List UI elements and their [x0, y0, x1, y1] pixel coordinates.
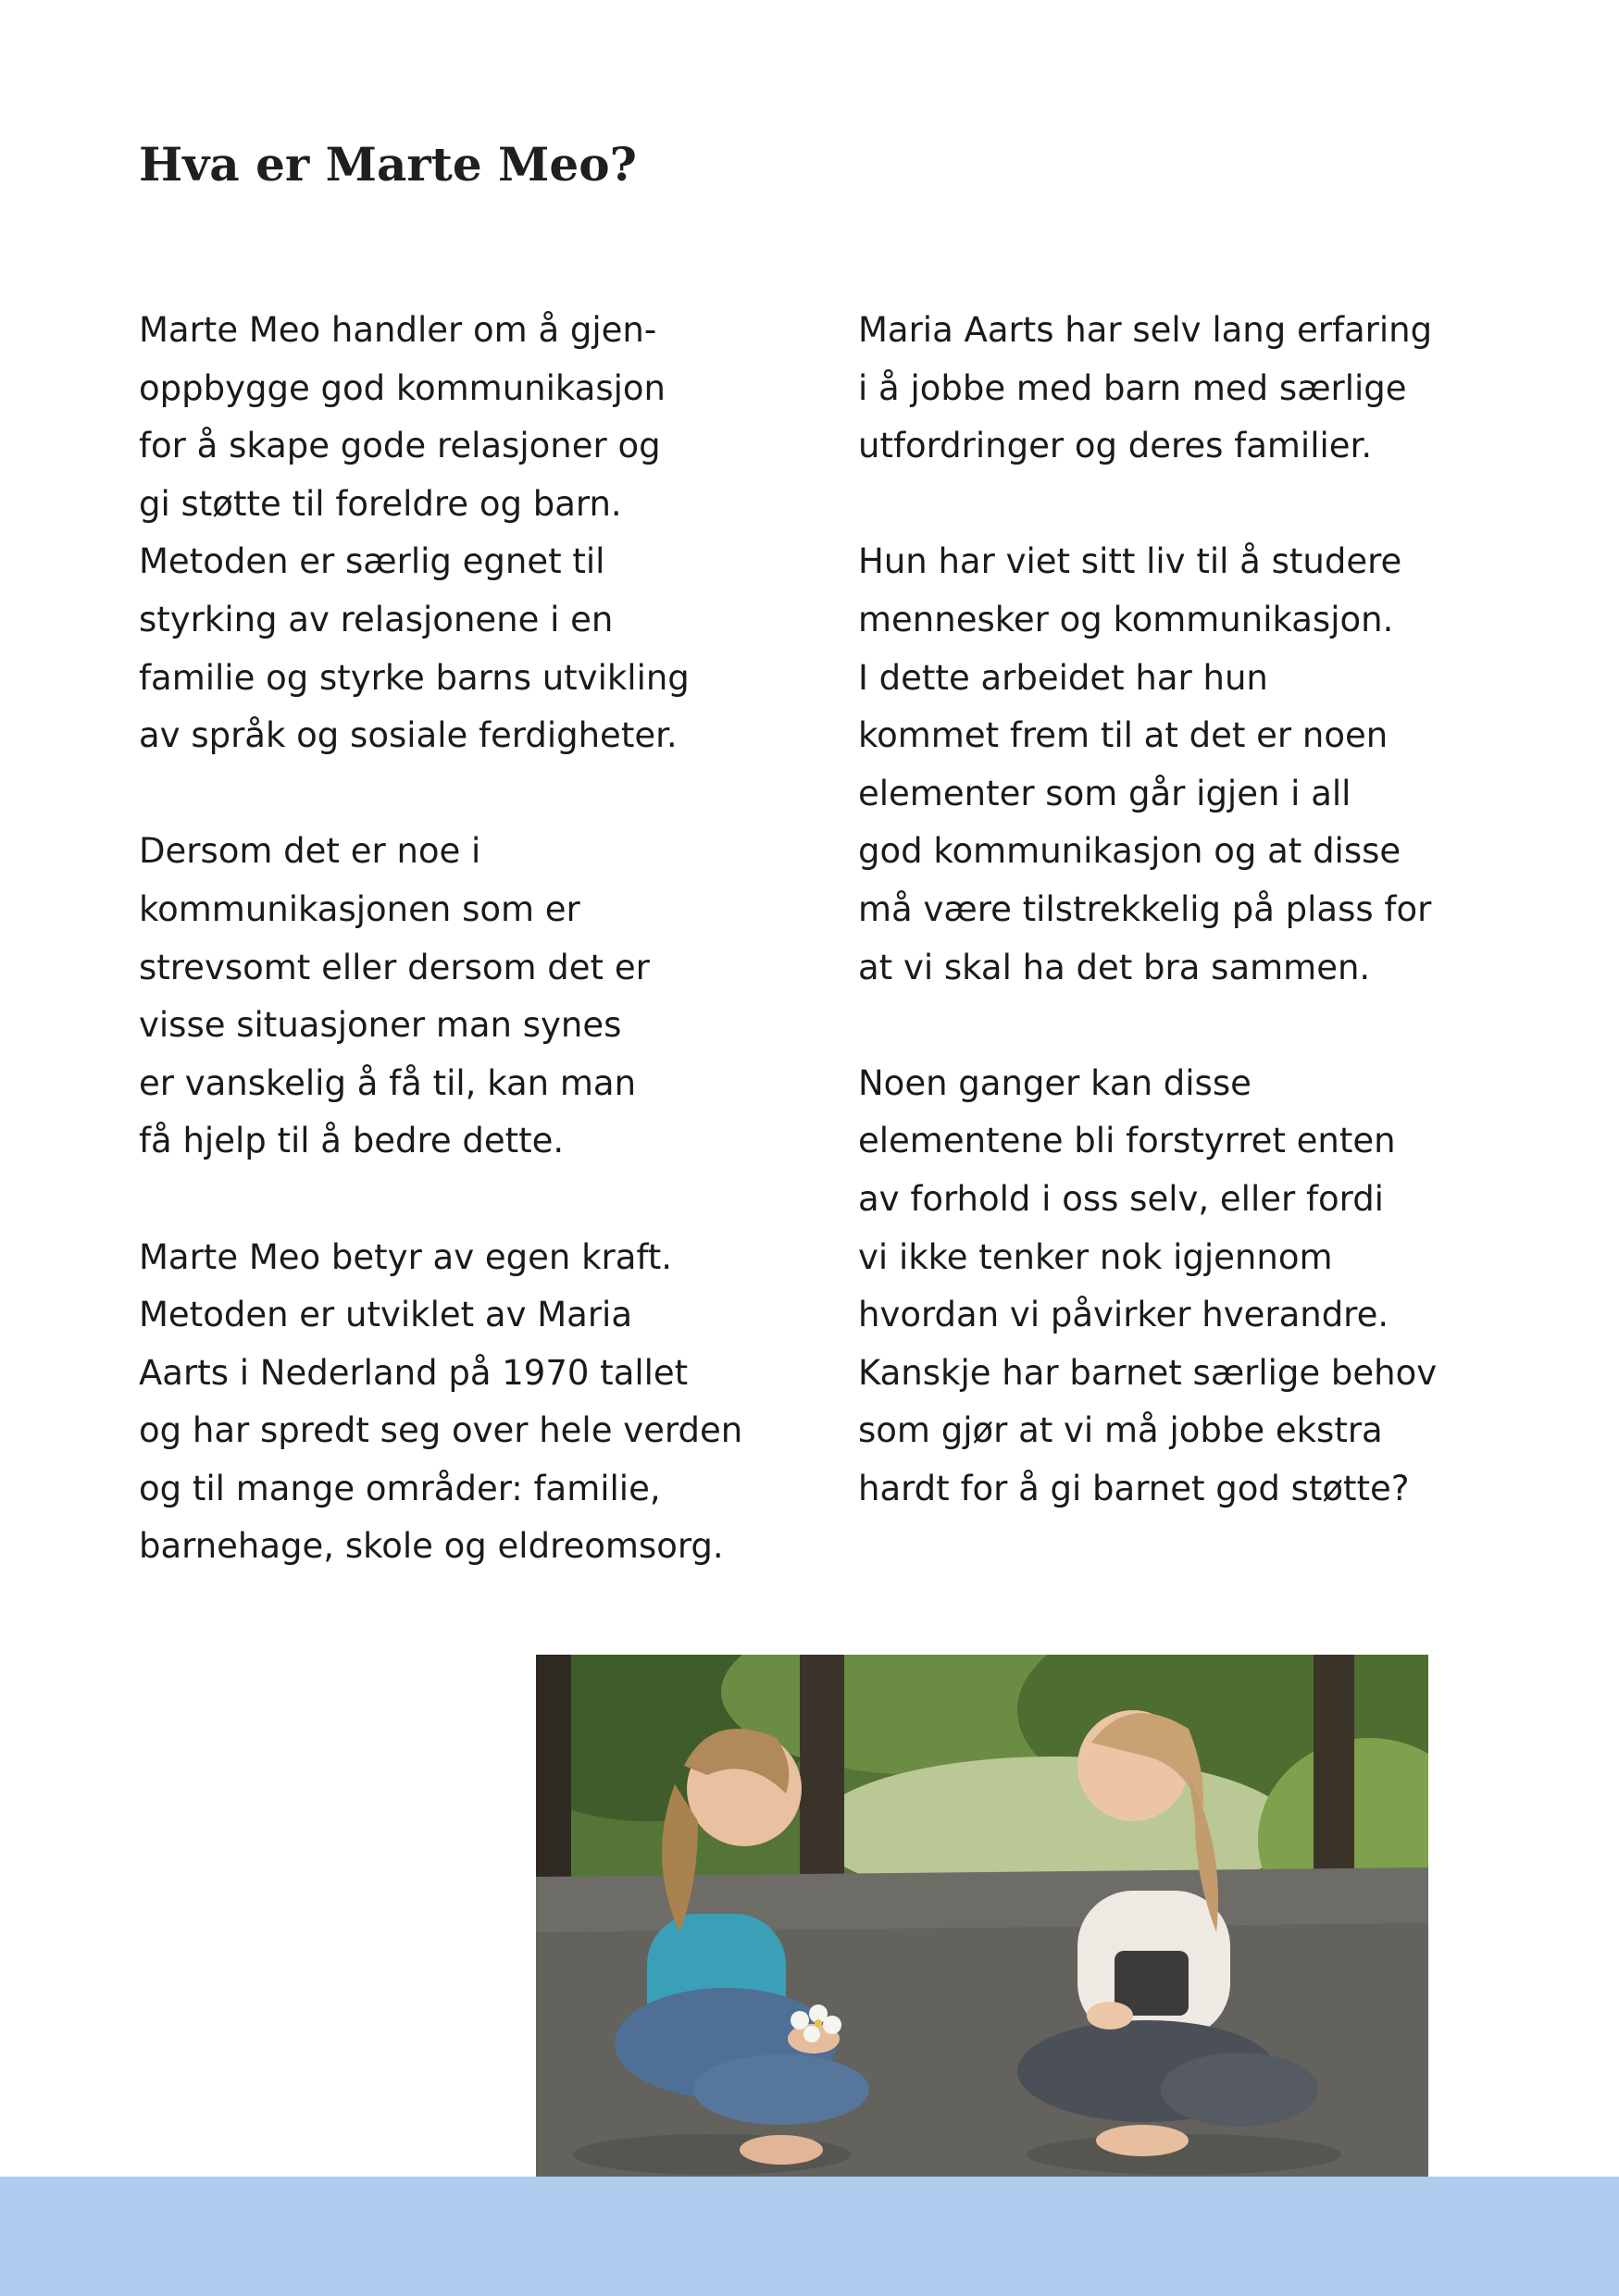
text-line: i å jobbe med barn med særlige — [858, 367, 1407, 408]
text-line: mennesker og kommunikasjon. — [858, 599, 1394, 639]
paragraph — [858, 302, 1488, 476]
text-line: er vanskelig å få til, kan man — [139, 1062, 637, 1103]
text-line: hardt for å gi barnet god støtte? — [858, 1468, 1410, 1508]
text-line: av forhold i oss selv, eller fordi — [858, 1178, 1384, 1219]
footer-color-band — [0, 2177, 1619, 2296]
paragraph — [858, 533, 1488, 997]
paragraph — [858, 1055, 1488, 1519]
text-line: Metoden er utviklet av Maria — [139, 1295, 632, 1335]
text-line: familie og styrke barns utvikling — [139, 657, 690, 698]
text-line: kommunikasjonen som er — [139, 888, 580, 929]
text-line: Marte Meo handler om å gjen- — [139, 310, 657, 350]
text-line: elementer som går igjen i all — [858, 773, 1351, 813]
left-text-column — [139, 302, 743, 1576]
text-line: og har spredt seg over hele verden — [139, 1410, 743, 1451]
text-line: av språk og sosiale ferdigheter. — [139, 715, 678, 756]
text-line: god kommunikasjon og at disse — [858, 831, 1401, 872]
text-line: styrking av relasjonene i en — [139, 599, 614, 639]
text-line: Marte Meo betyr av egen kraft. — [139, 1236, 673, 1277]
page-title: Hva er Marte Meo? — [139, 137, 637, 192]
text-line: som gjør at vi må jobbe ekstra — [858, 1410, 1383, 1451]
text-line: visse situasjoner man synes — [139, 1005, 622, 1046]
text-line: Hun har viet sitt liv til å studere — [858, 541, 1402, 582]
text-line: få hjelp til å bedre dette. — [139, 1121, 565, 1161]
text-line: hvordan vi påvirker hverandre. — [858, 1295, 1389, 1335]
text-line: Dersom det er noe i — [139, 831, 481, 872]
photo-illustration — [536, 1655, 1428, 2177]
paragraph — [139, 1229, 743, 1577]
text-line: Kanskje har barnet særlige behov — [858, 1352, 1438, 1393]
text-line: I dette arbeidet har hun — [858, 657, 1268, 698]
text-line: gi støtte til foreldre og barn. — [139, 483, 622, 524]
text-line: må være tilstrekkelig på plass for — [858, 888, 1432, 929]
right-text-column — [858, 302, 1488, 1518]
text-line: vi ikke tenker nok igjennom — [858, 1236, 1333, 1277]
text-line: Aarts i Nederland på 1970 tallet — [139, 1352, 689, 1393]
text-line: utfordringer og deres familier. — [858, 426, 1373, 466]
text-line: Metoden er særlig egnet til — [139, 541, 605, 582]
text-line: Maria Aarts har selv lang erfaring — [858, 310, 1433, 350]
two-girls-sitting-on-road-photo — [536, 1655, 1428, 2177]
text-line: barnehage, skole og eldreomsorg. — [139, 1526, 724, 1567]
text-line: for å skape gode relasjoner og — [139, 426, 661, 466]
text-line: elementene bli forstyrret enten — [858, 1121, 1396, 1161]
text-line: oppbygge god kommunikasjon — [139, 367, 666, 408]
paragraph — [139, 302, 731, 765]
paragraph — [139, 823, 731, 1171]
text-line: Noen ganger kan disse — [858, 1062, 1252, 1103]
text-line: kommet frem til at det er noen — [858, 715, 1389, 756]
text-line: strevsomt eller dersom det er — [139, 947, 650, 987]
text-line: og til mange områder: familie, — [139, 1468, 661, 1508]
text-line: at vi skal ha det bra sammen. — [858, 947, 1371, 987]
